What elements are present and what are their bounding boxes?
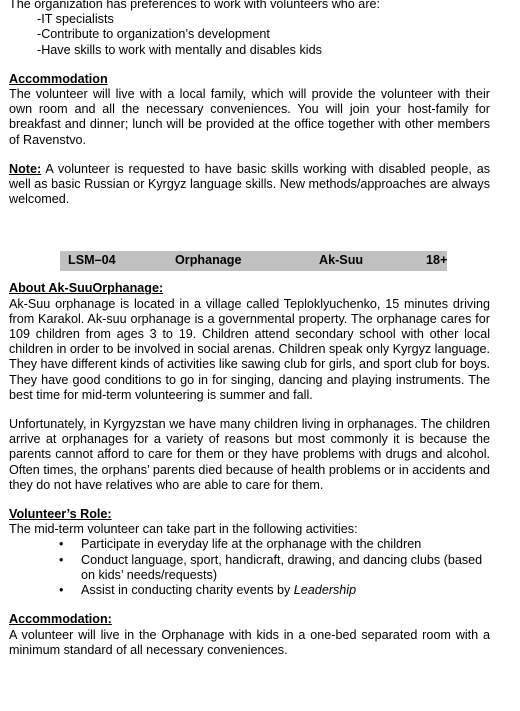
role-intro: The mid-term volunteer can take part in the following activities:	[9, 522, 358, 537]
about-paragraph-1: Ak-Suu orphanage is located in a village called Teploklyuchenko, 15 minutes driving from Karakol. Ak-suu orphanage is a governmental property. The orphanage cares for 109 children from ages 3 to 19. Children attend secondary school with other local children in order to be involved in social arenas. Children speak only Kyrgyz language. They have different kinds of activities like sawing club for girls, and sport club for boys. They have good conditions to go in for singing, dancing and playing instruments. The best time for mid-term volunteering is summer and fall.	[9, 296, 490, 402]
note-paragraph	[9, 162, 490, 208]
spacer	[9, 148, 490, 162]
spacer	[9, 598, 490, 612]
accommodation-heading: Accommodation	[9, 71, 108, 86]
bullet-icon: •	[59, 537, 64, 552]
role-list	[9, 537, 490, 598]
accommodation-2-text: A volunteer will live in the Orphanage with kids in a one-bed separated room with a minimum standard of all necessary conveniences.	[9, 627, 490, 657]
preference-item: -IT specialists	[37, 12, 114, 27]
preferences-list	[9, 12, 490, 58]
spacer	[9, 207, 490, 251]
note-text: A volunteer is requested to have basic skills working with disabled people, as well as basic Russian or Kyrgyz language skills. New methods/approaches are always welcomed.	[9, 161, 490, 207]
project-place: Ak-Suu	[319, 253, 364, 268]
role-item-text: Participate in everyday life at the orphanage with the children	[81, 537, 422, 552]
project-type: Orphanage	[175, 253, 242, 268]
spacer	[9, 271, 490, 281]
preference-item: -Have skills to work with mentally and disables kids	[37, 42, 322, 57]
preferences-intro: The organization has preferences to work with volunteers who are:	[9, 0, 381, 11]
note-label: Note:	[9, 161, 42, 176]
accommodation-2-heading: Accommodation:	[9, 612, 112, 627]
role-item-text: Conduct language, sport, handicraft, drawing, and dancing clubs (based on kids’ needs/requests)	[81, 552, 483, 582]
role-heading: Volunteer’s Role:	[9, 507, 112, 522]
role-item	[9, 583, 490, 598]
project-bar	[9, 251, 490, 271]
spacer	[9, 493, 490, 507]
accommodation-text: The volunteer will live with a local family, which will provide the volunteer with their own room and all the necessary conveniences. You will join your host-family for breakfast and dinner; lunch will be provided at the office together with other members of Ravenstvo.	[9, 87, 490, 147]
role-item	[9, 537, 490, 552]
bullet-icon: •	[59, 552, 64, 567]
project-bar-background	[60, 251, 447, 271]
role-item	[9, 553, 490, 583]
spacer	[9, 403, 490, 417]
preference-item: -Contribute to organization’s development	[37, 27, 270, 42]
document-page	[9, 0, 490, 658]
role-item-emphasis: Leadership	[293, 583, 357, 598]
spacer	[9, 58, 490, 72]
role-item-text: Assist in conducting charity events by	[81, 583, 294, 598]
about-heading: About Ak-SuuOrphanage:	[9, 281, 164, 296]
about-paragraph-2: Unfortunately, in Kyrgyzstan we have many children living in orphanages. The children arrive at orphanages for a variety of reasons but most commonly it is because the parents cannot afford to care for them or they have problems with drugs and alcohol. Often times, the orphans’ parents died because of health problems or in accidents and they do not have relatives who are able to care for them.	[9, 417, 490, 492]
project-code: LSM–04	[68, 253, 116, 268]
project-age: 18+	[426, 253, 448, 268]
bullet-icon: •	[59, 583, 64, 598]
